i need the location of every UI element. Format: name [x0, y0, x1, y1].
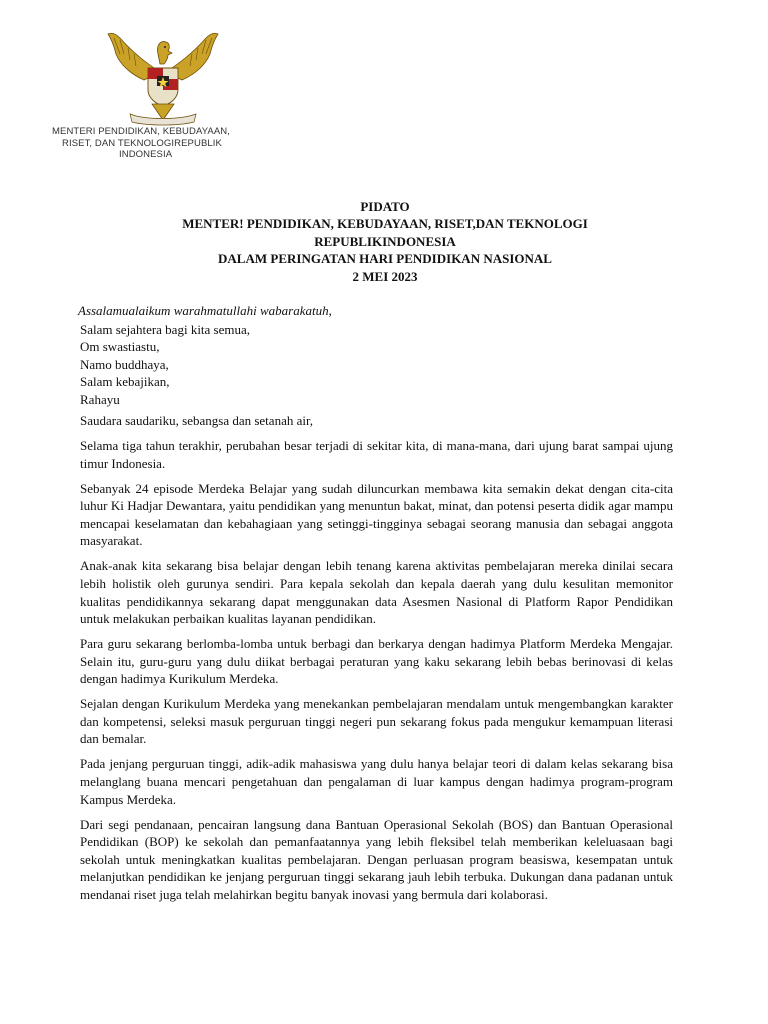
greeting-line: Namo buddhaya,	[80, 356, 169, 372]
ministry-line-1: MENTERI PENDIDIKAN, KEBUDAYAAN,	[52, 126, 231, 137]
heading-line-4: DALAM PERINGATAN HARI PENDIDIKAN NASIONAL	[218, 251, 552, 267]
greeting-line: Salam sejahtera bagi kita semua,	[80, 321, 251, 337]
greeting-line: Salam kebajikan,	[80, 374, 170, 389]
ministry-line-2: RISET, DAN TEKNOLOGIREPUBLIK	[62, 137, 222, 149]
paragraph: Selama tiga tahun terakhir, perubahan besar terjadi di sekitar kita, di mana-mana, dari ujung barat sampai ujung timur Indonesia.	[80, 437, 673, 471]
speech-body	[80, 412, 673, 911]
greeting-line: Om swastiastu,	[80, 339, 160, 354]
greetings-block	[80, 302, 680, 408]
greeting-opening: Assalamualaikum warahmatullahi wabarakatuh,	[78, 303, 332, 318]
heading-line-5: 2 MEI 2023	[352, 268, 418, 284]
speech-heading	[60, 198, 710, 285]
paragraph: Saudara saudariku, sebangsa dan setanah air,	[80, 413, 314, 428]
paragraph: Sebanyak 24 episode Merdeka Belajar yang sudah diluncurkan membawa kita semakin dekat dengan cita-cita luhur Ki Hadjar Dewantara, yaitu pendidikan yang menuntun bakat, minat, dan potensi peserta didik agar mampu mencapai keselamatan dan kebahagiaan yang setinggi-tingginya sebagai seorang manusia dan sebagai anggota masyarakat.	[80, 480, 673, 549]
paragraph: Anak-anak kita sekarang bisa belajar dengan lebih tenang karena aktivitas pembelajaran mereka dinilai secara lebih holistik oleh gurunya sendiri. Para kepala sekolah dan kepala daerah yang dulu kesulitan memonitor kualitas pendidikannya sekarang dapat menggunakan data Asesmen Nasional di Platform Rapor Pendidikan untuk melakukan perbaikan kualitas layanan pendidikan.	[80, 558, 673, 627]
paragraph: Pada jenjang perguruan tinggi, adik-adik mahasiswa yang dulu hanya belajar teori di dalam kelas sekarang bisa melanglang buana mencari pengetahuan dan pengalaman di luar kampus dengan hadimya program-program Kampus Merdeka.	[80, 756, 673, 807]
ministry-line-3: INDONESIA	[119, 149, 173, 160]
greeting-line: Rahayu	[80, 391, 120, 407]
heading-line-2: MENTER! PENDIDIKAN, KEBUDAYAAN, RISET,DAN TEKNOLOGI	[182, 216, 588, 232]
garuda-emblem-icon	[90, 24, 236, 128]
heading-line-1: PIDATO	[360, 199, 410, 214]
paragraph: Para guru sekarang berlomba-lomba untuk berbagi dan berkarya dengan hadimya Platform Merdeka Mengajar. Selain itu, guru-guru yang dulu diikat berbagai peraturan yang kaku sekarang lebih bebas berinovasi di kelas dengan hadimya Kurikulum Merdeka.	[80, 636, 673, 687]
paragraph: Sejalan dengan Kurikulum Merdeka yang menekankan pembelajaran mendalam untuk mengembangkan karakter dan kompetensi, seleksi masuk perguruan tinggi negeri pun sekarang fokus pada mengukur kemampuan literasi dan bemalar.	[80, 696, 673, 747]
paragraph: Dari segi pendanaan, pencairan langsung dana Bantuan Operasional Sekolah (BOS) dan Bantuan Operasional Pendidikan (BOP) ke sekolah dan pemanfaatannya yang lebih fleksibel telah memberikan keleluasaan bagi sekolah untuk meningkatkan kualitas pembelajaran. Dengan perluasan program beasiswa, kesempatan untuk melanjutkan pendidikan ke jenjang perguruan tinggi sekarang jauh lebih terbuka. Dukungan dana padanan untuk mendanai riset juga telah melahirkan begitu banyak inovasi yang bermula dari kolaborasi.	[80, 816, 673, 902]
ministry-letterhead	[52, 126, 252, 161]
heading-line-3: REPUBLIKINDONESIA	[314, 233, 456, 249]
